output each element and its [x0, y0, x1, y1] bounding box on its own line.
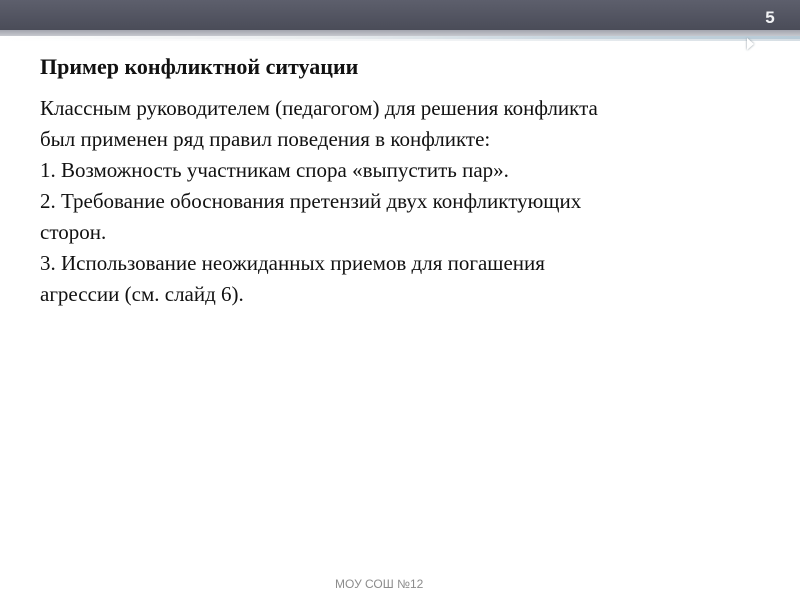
body-line: Классным руководителем (педагогом) для решения конфликта	[40, 96, 598, 120]
triangle-arrow-icon	[747, 38, 754, 50]
slide-title: Пример конфликтной ситуации	[40, 54, 359, 79]
body-line: агрессии (см. слайд 6).	[40, 282, 244, 306]
header-bar	[0, 0, 800, 30]
body-line: 2. Требование обоснования претензий двух конфликтующих	[40, 189, 582, 213]
body-line: сторон.	[40, 220, 107, 244]
accent-line-secondary	[0, 39, 800, 41]
slide-number: 5	[765, 8, 775, 27]
body-line: 1. Возможность участникам спора «выпустить пар».	[40, 158, 509, 182]
footer-text: МОУ СОШ №12	[335, 577, 424, 591]
body-line: 3. Использование неожиданных приемов для погашения	[40, 251, 545, 275]
slide-body	[40, 93, 770, 310]
body-line: был применен ряд правил поведения в конфликте:	[40, 127, 491, 151]
